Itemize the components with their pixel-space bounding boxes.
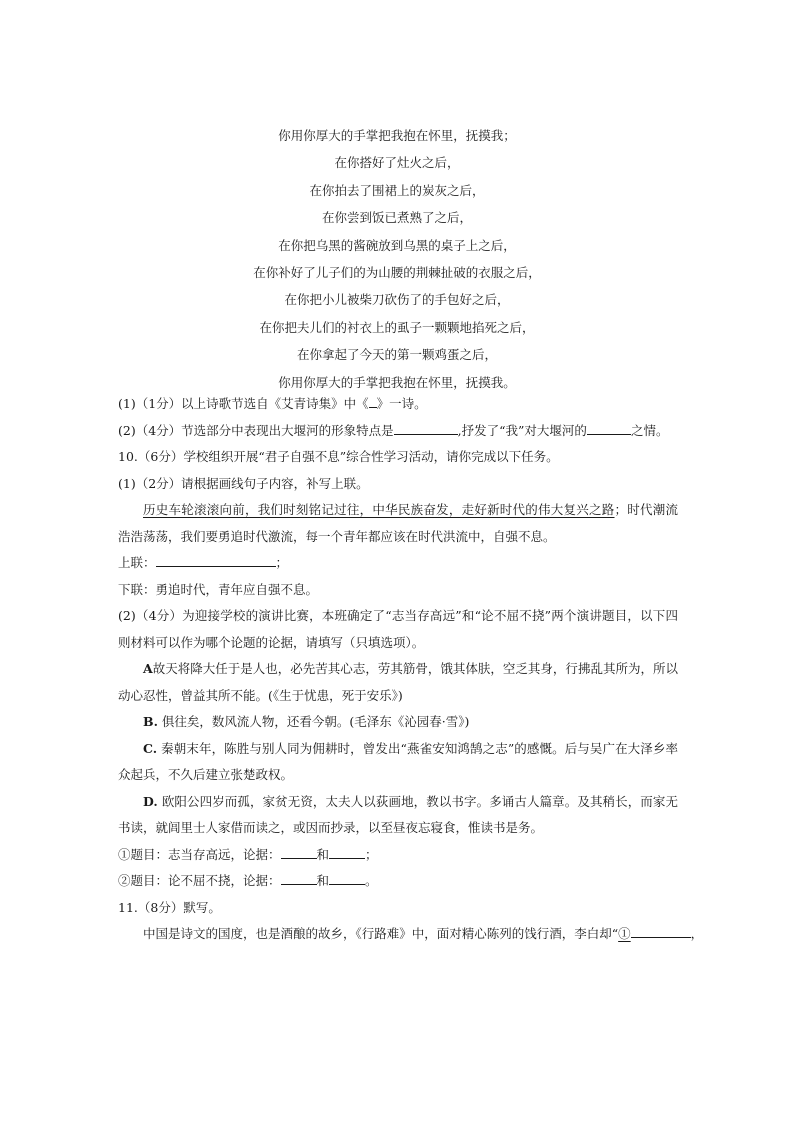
underlined-sentence: 历史车轮滚滚向前，我们时刻铭记过往，中华民族奋发，走好新时代的伟大复兴之路 [143,502,615,517]
option-text: 欧阳公四岁而孤，家贫无资，太夫人以荻画地，教以书字。多诵古人篇章。及其稍长，而家无书读，就闾里士人家借而读之，或因而抄录，以至昼夜忘寝食，惟读书是务。 [118,793,678,835]
answer-blank[interactable] [394,423,458,435]
q10-title: 10.（6分）学校组织开展“君子自强不息”综合性学习活动，请你完成以下任务。 [118,449,559,464]
answer-blank[interactable] [281,847,317,859]
answer-blank[interactable] [587,423,631,435]
topic-2-text: ②题目：论不屈不挠，论据： [118,873,281,888]
option-b [118,709,678,736]
q9-part2-text: (2)（4分）节选部分中表现出大堰河的形象特点是 [118,422,394,438]
q10-part2-title: (2)（4分）为迎接学校的演讲比赛，本班确定了“志当存高远”和“论不屈不挠”两个演讲题目，以下四则材料可以作为哪个论题的论据，请填写（只填选项）。 [118,608,678,650]
answer-blank[interactable] [329,873,365,885]
q11-intro-end: ， [690,926,704,941]
q9-part2-end: 之情。 [630,422,669,438]
q9-part1-text: (1)（1分）以上诗歌节选自《艾青诗集》中《 [118,396,369,411]
answer-blank[interactable] [631,926,691,938]
q11-intro-text: 中国是诗文的国度，也是酒酿的故乡，《行路难》中，面对精心陈列的饯行酒，李白却“ [143,926,619,941]
topic-1-text: ①题目：志当存高远，论据： [118,846,281,862]
topic-1-end: ； [365,846,378,862]
q9-part2-mid: ,抒发了“我”对大堰河的 [457,422,587,438]
answer-blank[interactable] [281,873,317,885]
topic-2-end: 。 [365,873,378,888]
answer-blank[interactable] [156,555,276,567]
option-a [118,656,678,709]
option-d [118,789,678,842]
option-text: 秦朝末年，陈胜与别人同为佣耕时，曾发出“燕雀安知鸿鹄之志”的感慨。后与吴广在大泽乡率众起兵，不久后建立张楚政权。 [118,740,678,782]
poem-line: 在你把夫儿们的衬衣上的虱子一颗颗地掐死之后， [259,319,535,335]
topic-1-and: 和 [316,846,330,862]
blank-mark: ① [618,926,631,941]
q11-title: 11.（8分）默写。 [118,899,221,915]
answer-blank[interactable] [329,847,365,859]
upper-couplet-end: ； [275,555,289,570]
poem-line: 在你把乌黑的酱碗放到乌黑的桌子上之后， [278,237,516,253]
q10-part1-title: (1)（2分）请根据画线句子内容，补写上联。 [118,475,369,491]
poem-line: 在你补好了儿子们的为山腰的荆棘扯破的衣服之后， [253,264,541,280]
option-key: D. [143,793,158,809]
q10-upper-couplet [118,550,678,577]
q9-part1 [118,391,678,418]
poem-line: 在你搭好了灶火之后， [334,155,460,171]
option-key: B. [143,714,158,729]
topic-2 [118,868,678,895]
q9-part2 [118,418,678,445]
option-text: 俱往矣，数风流人物，还看今朝。(毛泽东《沁园春·雪》) [161,714,470,729]
upper-couplet-label: 上联： [118,555,156,570]
poem-excerpt [0,122,794,396]
q10-lower-couplet: 下联：勇追时代，青年应自强不息。 [118,581,319,597]
poem-line: 在你拍去了围裙上的炭灰之后， [309,182,485,198]
poem-line: 在你拿起了今天的第一颗鸡蛋之后， [296,347,497,363]
questions-body [118,391,704,948]
q9-part1-end: 》一诗。 [376,396,427,411]
passage-rest: ；时代潮流浩浩荡荡，我们要勇追时代激流，每一个青年都应该在时代洪流中，自强不息。 [118,502,678,544]
poem-line: 你用你厚大的手掌把我抱在怀里，抚摸我。 [278,374,516,390]
topic-2-and: 和 [316,873,330,888]
option-key: A [143,661,153,676]
topic-1 [118,842,678,869]
option-c [118,736,678,789]
option-text: 故天将降大任于是人也，必先苦其心志，劳其筋骨，饿其体肤，空乏其身，行拂乱其所为，所以动心忍性，曾益其所不能。(《生于忧患，死于安乐》) [118,661,678,703]
option-key: C. [143,740,158,756]
q11-intro [118,921,704,948]
poem-line: 你用你厚大的手掌把我抱在怀里，抚摸我； [278,128,516,143]
answer-blank[interactable] [369,396,377,408]
poem-line: 在你尝到饭已煮熟了之后， [321,210,472,226]
q10-part1-passage [118,497,678,550]
poem-line: 在你把小儿被柴刀砍伤了的手包好之后， [284,292,510,308]
